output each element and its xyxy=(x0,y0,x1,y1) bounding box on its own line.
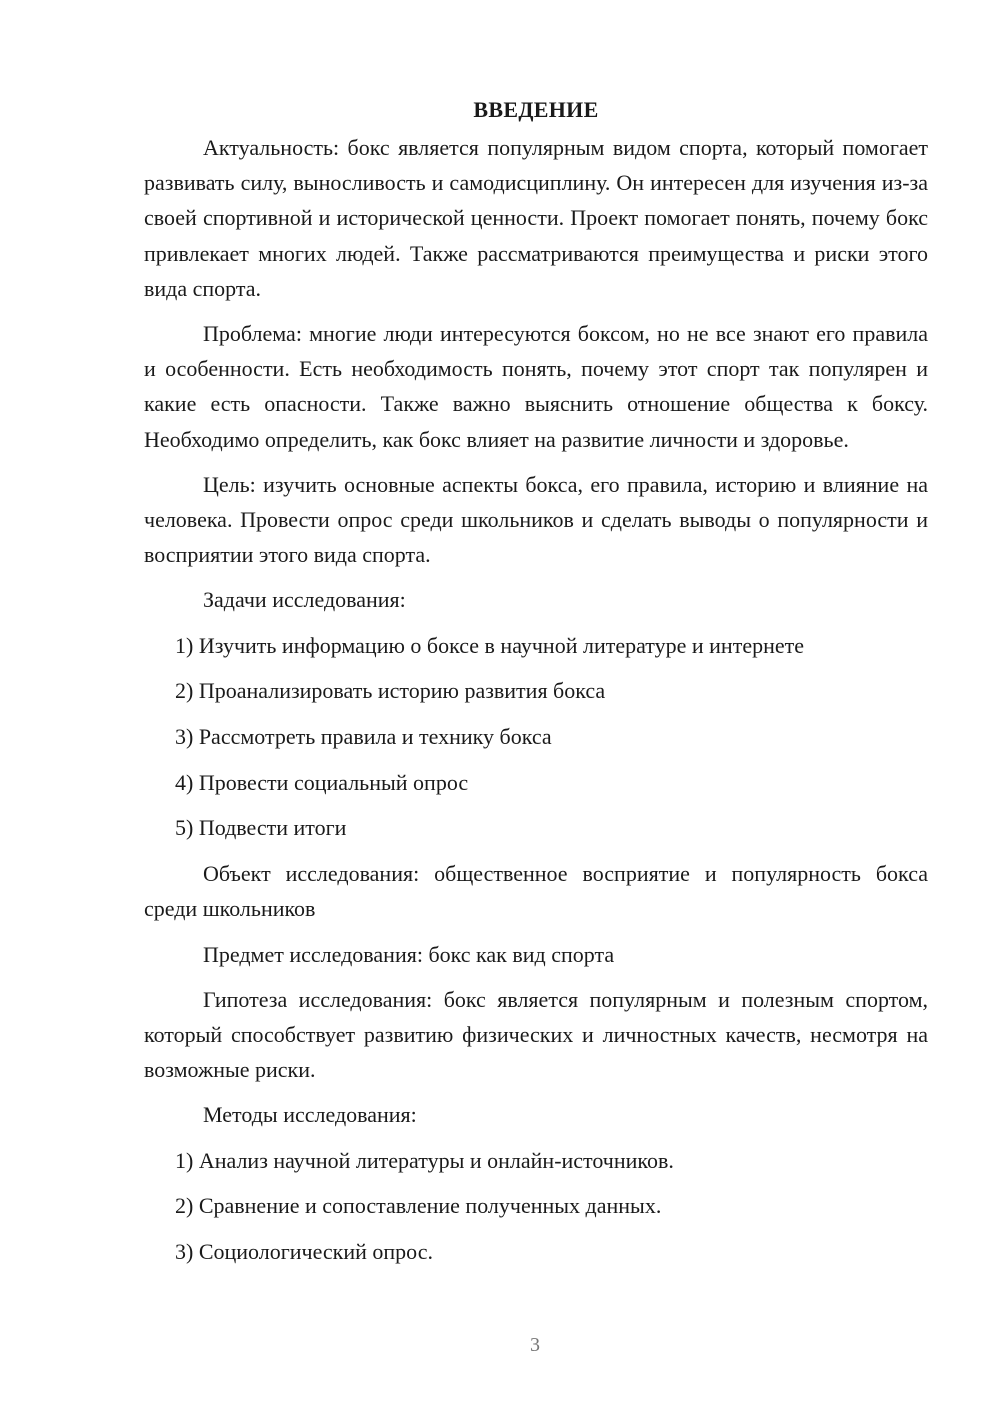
tasks-list xyxy=(144,628,928,846)
hypothesis-paragraph: Гипотеза исследования: бокс является популярным и полезным спортом, который способствует развитию физических и личностных качеств, несмотря на возможные риски. xyxy=(144,986,928,1083)
task-item: 2) Проанализировать историю развития бокса xyxy=(175,678,606,704)
methods-label: Методы исследования: xyxy=(203,1102,417,1128)
method-item: 3) Социологический опрос. xyxy=(175,1238,433,1264)
page-number: 3 xyxy=(530,1334,540,1356)
task-item: 1) Изучить информацию о боксе в научной литературе и интернете xyxy=(175,632,804,658)
task-item: 4) Провести социальный опрос xyxy=(175,769,469,795)
page-content xyxy=(144,92,928,1269)
method-item: 1) Анализ научной литературы и онлайн-источников. xyxy=(175,1147,674,1173)
task-item: 5) Подвести итоги xyxy=(175,815,347,841)
section-title: ВВЕДЕНИЕ xyxy=(473,97,599,122)
task-item: 3) Рассмотреть правила и технику бокса xyxy=(175,724,552,750)
object-paragraph: Объект исследования: общественное восприятие и популярность бокса среди школьников xyxy=(144,861,928,922)
subject-paragraph: Предмет исследования: бокс как вид спорта xyxy=(203,941,615,967)
problem-paragraph: Проблема: многие люди интересуются боксом, но не все знают его правила и особенности. Есть необходимость понять, почему этот спорт так популярен и какие есть опасности. Также важно выяснить отношение общества к боксу. Необходимо определить, как бокс влияет на развитие личности и здоровье. xyxy=(144,321,928,452)
method-item: 2) Сравнение и сопоставление полученных данных. xyxy=(175,1193,662,1219)
methods-list xyxy=(144,1143,928,1270)
goal-paragraph: Цель: изучить основные аспекты бокса, его правила, историю и влияние на человека. Провести опрос среди школьников и сделать выводы о популярности и восприятии этого вида спорта. xyxy=(144,471,928,568)
relevance-paragraph: Актуальность: бокс является популярным видом спорта, который помогает развивать силу, выносливость и самодисциплину. Он интересен для изучения из-за своей спортивной и исторической ценности. Проект помогает понять, почему бокс привлекает многих людей. Также рассматриваются преимущества и риски этого вида спорта. xyxy=(144,135,928,301)
tasks-label: Задачи исследования: xyxy=(203,587,406,613)
